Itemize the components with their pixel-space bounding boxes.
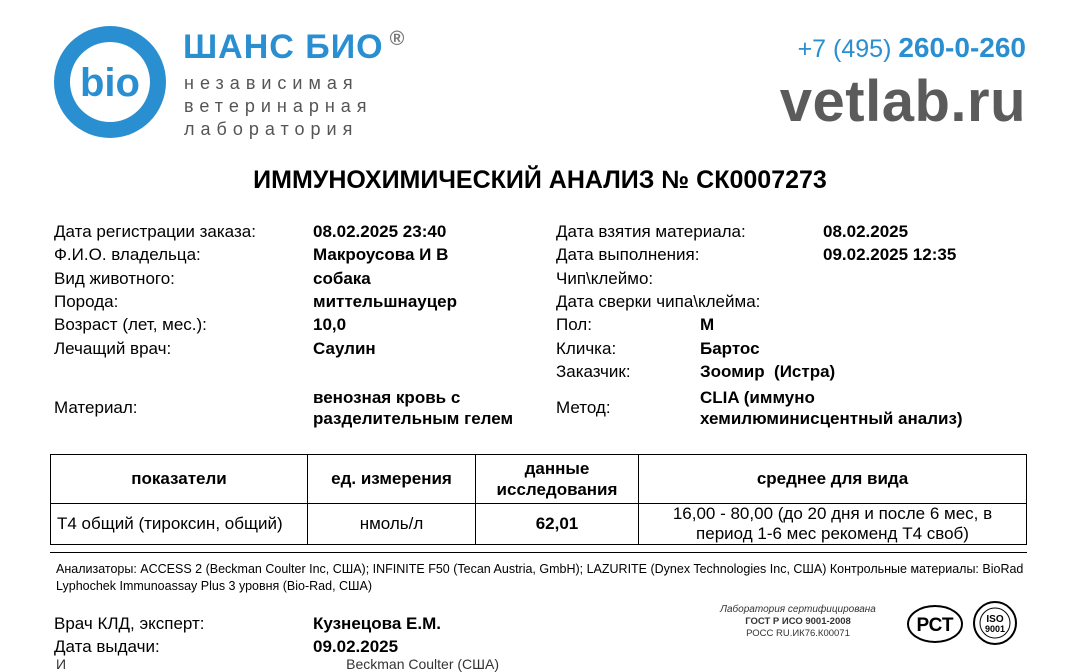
sample-date-label: Дата взятия материала: [556,222,746,241]
sample-date-value: 08.02.2025 [823,222,909,241]
sex-label: Пол: [556,315,592,334]
owner-label: Ф.И.О. владельца: [54,245,201,264]
table-row [51,504,1027,545]
age-label: Возраст (лет, мес.): [54,315,207,334]
phone-prefix: +7 (495) [797,35,892,63]
header-indicator: показатели [51,455,308,504]
brand-line-1: независимая [184,73,359,93]
completion-date-label: Дата выполнения: [556,245,700,264]
table-header-row [51,455,1027,504]
brand-line-2: ветеринарная [184,96,373,116]
registration-date-label: Дата регистрации заказа: [54,222,256,241]
cell-reference [639,504,1027,545]
logo-text: bio [80,61,140,105]
breed-value: миттельшнауцер [313,292,458,311]
cell-indicator: Т4 общий (тироксин, общий) [51,504,308,545]
header-reference: среднее для вида [639,455,1027,504]
method-value-line-2: хемилюминисцентный анализ) [700,409,963,428]
age-value: 10,0 [313,315,347,334]
results-table [50,454,1027,545]
material-value-line-2: разделительным гелем [313,409,514,428]
pct-text: РСТ [916,615,954,636]
issue-date-value: 09.02.2025 [313,637,399,656]
brand-line-3: лаборатория [184,119,359,139]
pet-name-label: Кличка: [556,339,617,358]
cert-line-2: ГОСТ Р ИСО 9001-2008 [745,616,851,627]
method-value-line-1: CLIA (иммуно [700,388,815,407]
cert-line-3: РОСС RU.ИК76.К00071 [746,628,850,639]
reference-line-2: период 1-6 мес рекоменд Т4 своб) [696,524,969,543]
divider [50,552,1027,553]
iso-number: 9001 [984,624,1006,634]
sex-value: М [700,315,715,334]
cell-unit: нмоль/л [308,504,476,545]
certification-text [700,604,896,640]
chip-label: Чип\клеймо: [556,269,654,288]
header-unit: ед. измерения [308,455,476,504]
method-value [700,387,963,429]
reference-line-1: 16,00 - 80,00 (до 20 дня и после 6 мес, в [672,504,993,523]
expert-label: Врач КЛД, эксперт: [54,614,205,633]
expert-value: Кузнецова Е.М. [313,614,441,633]
analyzers-note: Анализаторы: ACCESS 2 (Beckman Coulter Inc, США); INFINITE F50 (Tecan Austria, GmbH); LAZURITE (Dynex Technologies Inc, США) Контрольные материалы: BioRad Lyphochek Immunoassay Plus 3 уровня (Bio-Rad, США) [56,562,1024,593]
iso-9001-icon [972,600,1018,646]
registration-date-value: 08.02.2025 23:40 [313,222,447,241]
species-label: Вид животного: [54,269,175,288]
cut-off-line: И Beckman Coulter (США) [56,656,499,672]
page-title: ИММУНОХИМИЧЕСКИЙ АНАЛИЗ № СК0007273 [253,166,827,194]
customer-value: Зоомир (Истра) [700,362,836,381]
brand-name-text: ШАНС БИО [183,28,384,66]
phone-number: 260-0-260 [898,32,1026,63]
doctor-label: Лечащий врач: [54,339,172,358]
material-value-line-1: венозная кровь с [313,388,461,407]
issue-date-label: Дата выдачи: [54,637,160,656]
owner-value: Макроусова И В [313,245,449,264]
method-label: Метод: [556,398,611,417]
chip-check-date-label: Дата сверки чипа\клейма: [556,292,761,311]
completion-date-value: 09.02.2025 12:35 [823,245,957,264]
species-value: собака [313,269,371,288]
breed-label: Порода: [54,292,119,311]
material-value [313,387,513,429]
brand-name [183,28,405,67]
website[interactable]: vetlab.ru [779,69,1026,134]
pct-certification-icon [906,604,964,644]
header-result: данные исследования [476,455,639,504]
material-label: Материал: [54,398,138,417]
iso-text: ISO [986,614,1004,625]
doctor-value: Саулин [313,339,376,358]
customer-label: Заказчик: [556,362,631,381]
registered-mark: ® [389,28,406,50]
pet-name-value: Бартос [700,339,760,358]
cell-result: 62,01 [476,504,639,545]
phone[interactable] [798,32,1026,64]
bio-logo [52,24,168,140]
cert-line-1: Лаборатория сертифицирована [720,604,876,615]
